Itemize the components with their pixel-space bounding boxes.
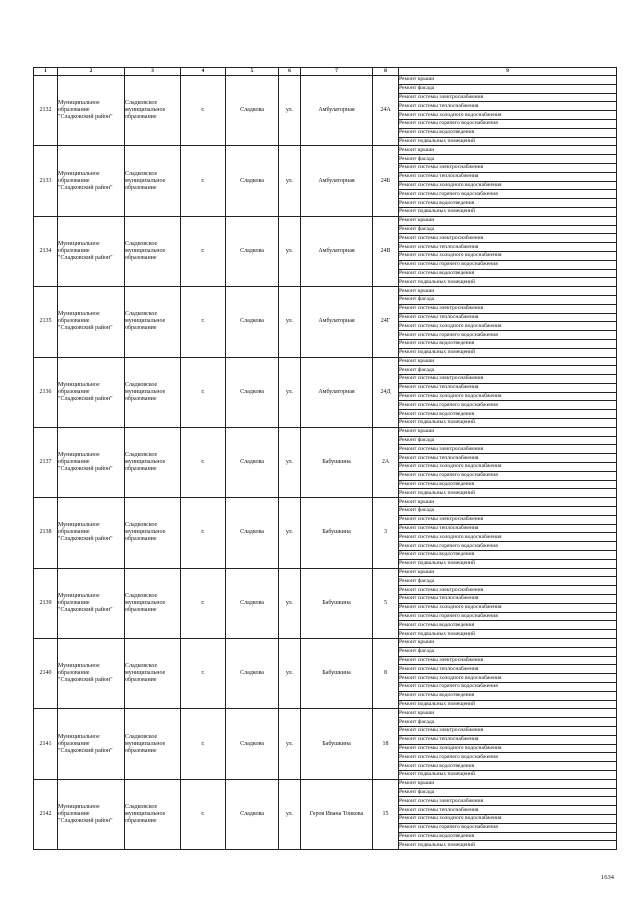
work-type: Ремонт крыши	[399, 427, 617, 436]
work-type: Ремонт системы холодного водоснабжения	[399, 744, 617, 753]
work-type: Ремонт системы горячего водоснабжения	[399, 542, 617, 551]
street-type: ул.	[279, 639, 301, 709]
table-row	[34, 427, 617, 436]
work-type: Ремонт подвальных помещений	[399, 630, 617, 639]
work-type: Ремонт системы горячего водоснабжения	[399, 331, 617, 340]
work-type: Ремонт системы горячего водоснабжения	[399, 401, 617, 410]
street-type: ул.	[279, 146, 301, 216]
municipality-name: Муниципальное образование "Сладковский район"	[58, 498, 125, 568]
settlement-name: Сладковское муниципальное образование	[125, 287, 181, 357]
column-number-row	[34, 68, 617, 76]
table-row	[34, 146, 617, 155]
work-type: Ремонт системы теплоснабжения	[399, 524, 617, 533]
work-type: Ремонт фасада	[399, 647, 617, 656]
street-name: Амбулаторная	[301, 216, 373, 286]
record-number: 2137	[34, 427, 58, 497]
municipality-name: Муниципальное образование "Сладковский район"	[58, 357, 125, 427]
table-row	[34, 709, 617, 718]
work-type: Ремонт системы электроснабжения	[399, 586, 617, 595]
street-type: ул.	[279, 779, 301, 849]
locality-name: Сладкова	[226, 357, 279, 427]
table-row	[34, 287, 617, 296]
work-type: Ремонт системы электроснабжения	[399, 93, 617, 102]
house-number: 24Д	[373, 357, 399, 427]
work-type: Ремонт системы горячего водоснабжения	[399, 260, 617, 269]
locality-name: Сладкова	[226, 216, 279, 286]
work-type: Ремонт системы водоотведения	[399, 832, 617, 841]
work-type: Ремонт фасада	[399, 577, 617, 586]
work-type: Ремонт системы водоотведения	[399, 551, 617, 560]
street-name: Бабушкина	[301, 709, 373, 779]
work-type: Ремонт системы водоотведения	[399, 128, 617, 137]
page-number: 1634	[601, 874, 614, 881]
locality-type: г.	[181, 498, 226, 568]
work-type: Ремонт системы горячего водоснабжения	[399, 612, 617, 621]
work-type: Ремонт системы электроснабжения	[399, 726, 617, 735]
locality-name: Сладкова	[226, 427, 279, 497]
work-type: Ремонт подвальных помещений	[399, 841, 617, 850]
house-number: 8	[373, 639, 399, 709]
locality-name: Сладкова	[226, 146, 279, 216]
column-header: 2	[58, 68, 125, 76]
work-type: Ремонт подвальных помещений	[399, 700, 617, 709]
work-type: Ремонт системы холодного водоснабжения	[399, 111, 617, 120]
house-number: 2А	[373, 427, 399, 497]
settlement-name: Сладковское муниципальное образование	[125, 76, 181, 146]
municipality-name: Муниципальное образование "Сладковский район"	[58, 287, 125, 357]
municipality-name: Муниципальное образование "Сладковский район"	[58, 779, 125, 849]
work-type: Ремонт системы водоотведения	[399, 410, 617, 419]
locality-type: г.	[181, 779, 226, 849]
work-type: Ремонт фасада	[399, 788, 617, 797]
work-type: Ремонт системы холодного водоснабжения	[399, 251, 617, 260]
work-type: Ремонт крыши	[399, 287, 617, 296]
work-type: Ремонт системы электроснабжения	[399, 797, 617, 806]
locality-name: Сладкова	[226, 779, 279, 849]
street-name: Амбулаторная	[301, 287, 373, 357]
register-body	[34, 76, 617, 850]
work-type: Ремонт системы электроснабжения	[399, 445, 617, 454]
settlement-name: Сладковское муниципальное образование	[125, 779, 181, 849]
column-header: 1	[34, 68, 58, 76]
work-type: Ремонт системы водоотведения	[399, 269, 617, 278]
street-name: Бабушкина	[301, 639, 373, 709]
work-type: Ремонт подвальных помещений	[399, 559, 617, 568]
work-type: Ремонт системы теплоснабжения	[399, 665, 617, 674]
table-row	[34, 568, 617, 577]
work-type: Ремонт крыши	[399, 76, 617, 85]
street-type: ул.	[279, 568, 301, 638]
street-type: ул.	[279, 709, 301, 779]
work-type: Ремонт системы холодного водоснабжения	[399, 674, 617, 683]
work-type: Ремонт крыши	[399, 357, 617, 366]
work-type: Ремонт системы горячего водоснабжения	[399, 471, 617, 480]
work-type: Ремонт фасада	[399, 718, 617, 727]
table-row	[34, 357, 617, 366]
work-type: Ремонт фасада	[399, 84, 617, 93]
street-type: ул.	[279, 76, 301, 146]
column-header: 3	[125, 68, 181, 76]
settlement-name: Сладковское муниципальное образование	[125, 568, 181, 638]
settlement-name: Сладковское муниципальное образование	[125, 498, 181, 568]
work-type: Ремонт подвальных помещений	[399, 770, 617, 779]
locality-name: Сладкова	[226, 709, 279, 779]
work-type: Ремонт подвальных помещений	[399, 137, 617, 146]
work-type: Ремонт фасада	[399, 366, 617, 375]
work-type: Ремонт фасада	[399, 155, 617, 164]
work-type: Ремонт крыши	[399, 498, 617, 507]
record-number: 2141	[34, 709, 58, 779]
table-row	[34, 639, 617, 648]
locality-type: г.	[181, 287, 226, 357]
register-table	[33, 67, 617, 850]
work-type: Ремонт системы горячего водоснабжения	[399, 190, 617, 199]
column-header: 4	[181, 68, 226, 76]
locality-type: г.	[181, 639, 226, 709]
work-type: Ремонт системы электроснабжения	[399, 375, 617, 384]
house-number: 18	[373, 709, 399, 779]
house-number: 15	[373, 779, 399, 849]
work-type: Ремонт системы теплоснабжения	[399, 595, 617, 604]
street-type: ул.	[279, 357, 301, 427]
work-type: Ремонт системы горячего водоснабжения	[399, 682, 617, 691]
work-type: Ремонт подвальных помещений	[399, 278, 617, 287]
work-type: Ремонт системы водоотведения	[399, 480, 617, 489]
work-type: Ремонт системы горячего водоснабжения	[399, 753, 617, 762]
locality-type: г.	[181, 146, 226, 216]
locality-type: г.	[181, 568, 226, 638]
locality-type: г.	[181, 357, 226, 427]
work-type: Ремонт системы холодного водоснабжения	[399, 463, 617, 472]
locality-type: г.	[181, 709, 226, 779]
record-number: 2139	[34, 568, 58, 638]
locality-type: г.	[181, 216, 226, 286]
column-header: 9	[399, 68, 617, 76]
settlement-name: Сладковское муниципальное образование	[125, 709, 181, 779]
work-type: Ремонт системы водоотведения	[399, 621, 617, 630]
work-type: Ремонт системы холодного водоснабжения	[399, 603, 617, 612]
work-type: Ремонт крыши	[399, 639, 617, 648]
column-header: 7	[301, 68, 373, 76]
work-type: Ремонт подвальных помещений	[399, 489, 617, 498]
street-name: Бабушкина	[301, 498, 373, 568]
record-number: 2135	[34, 287, 58, 357]
house-number: 24А	[373, 76, 399, 146]
municipality-name: Муниципальное образование "Сладковский район"	[58, 568, 125, 638]
work-type: Ремонт фасада	[399, 225, 617, 234]
municipality-name: Муниципальное образование "Сладковский район"	[58, 216, 125, 286]
locality-name: Сладкова	[226, 568, 279, 638]
settlement-name: Сладковское муниципальное образование	[125, 427, 181, 497]
work-type: Ремонт системы теплоснабжения	[399, 806, 617, 815]
record-number: 2138	[34, 498, 58, 568]
settlement-name: Сладковское муниципальное образование	[125, 146, 181, 216]
locality-name: Сладкова	[226, 639, 279, 709]
street-name: Амбулаторная	[301, 76, 373, 146]
work-type: Ремонт системы электроснабжения	[399, 656, 617, 665]
work-type: Ремонт крыши	[399, 146, 617, 155]
work-type: Ремонт системы холодного водоснабжения	[399, 533, 617, 542]
work-type: Ремонт системы горячего водоснабжения	[399, 823, 617, 832]
work-type: Ремонт системы электроснабжения	[399, 304, 617, 313]
work-type: Ремонт крыши	[399, 216, 617, 225]
house-number: 24Г	[373, 287, 399, 357]
work-type: Ремонт крыши	[399, 709, 617, 718]
municipality-name: Муниципальное образование "Сладковский район"	[58, 709, 125, 779]
work-type: Ремонт крыши	[399, 568, 617, 577]
settlement-name: Сладковское муниципальное образование	[125, 216, 181, 286]
work-type: Ремонт подвальных помещений	[399, 419, 617, 428]
locality-name: Сладкова	[226, 76, 279, 146]
work-type: Ремонт подвальных помещений	[399, 348, 617, 357]
work-type: Ремонт системы теплоснабжения	[399, 102, 617, 111]
street-name: Амбулаторная	[301, 146, 373, 216]
work-type: Ремонт системы водоотведения	[399, 691, 617, 700]
locality-name: Сладкова	[226, 287, 279, 357]
record-number: 2140	[34, 639, 58, 709]
house-number: 3	[373, 498, 399, 568]
work-type: Ремонт системы водоотведения	[399, 339, 617, 348]
work-type: Ремонт фасада	[399, 295, 617, 304]
work-type: Ремонт системы холодного водоснабжения	[399, 322, 617, 331]
work-type: Ремонт фасада	[399, 507, 617, 516]
work-type: Ремонт системы холодного водоснабжения	[399, 814, 617, 823]
house-number: 24В	[373, 216, 399, 286]
work-type: Ремонт системы теплоснабжения	[399, 313, 617, 322]
municipality-name: Муниципальное образование "Сладковский район"	[58, 427, 125, 497]
work-type: Ремонт подвальных помещений	[399, 207, 617, 216]
record-number: 2132	[34, 76, 58, 146]
house-number: 24Б	[373, 146, 399, 216]
street-type: ул.	[279, 287, 301, 357]
work-type: Ремонт системы холодного водоснабжения	[399, 181, 617, 190]
column-header: 8	[373, 68, 399, 76]
work-type: Ремонт системы электроснабжения	[399, 163, 617, 172]
work-type: Ремонт системы теплоснабжения	[399, 454, 617, 463]
work-type: Ремонт системы электроснабжения	[399, 515, 617, 524]
municipality-name: Муниципальное образование "Сладковский район"	[58, 639, 125, 709]
street-type: ул.	[279, 498, 301, 568]
table-row	[34, 216, 617, 225]
work-type: Ремонт фасада	[399, 436, 617, 445]
house-number: 5	[373, 568, 399, 638]
locality-name: Сладкова	[226, 498, 279, 568]
work-type: Ремонт системы горячего водоснабжения	[399, 119, 617, 128]
work-type: Ремонт системы теплоснабжения	[399, 735, 617, 744]
work-type: Ремонт системы водоотведения	[399, 762, 617, 771]
municipality-name: Муниципальное образование "Сладковский район"	[58, 146, 125, 216]
table-row	[34, 498, 617, 507]
column-header: 5	[226, 68, 279, 76]
street-type: ул.	[279, 427, 301, 497]
record-number: 2133	[34, 146, 58, 216]
work-type: Ремонт системы теплоснабжения	[399, 172, 617, 181]
street-name: Героя Ивана Тонкова	[301, 779, 373, 849]
settlement-name: Сладковское муниципальное образование	[125, 639, 181, 709]
street-name: Бабушкина	[301, 568, 373, 638]
work-type: Ремонт системы электроснабжения	[399, 234, 617, 243]
work-type: Ремонт системы холодного водоснабжения	[399, 392, 617, 401]
work-type: Ремонт системы водоотведения	[399, 199, 617, 208]
work-type: Ремонт системы теплоснабжения	[399, 383, 617, 392]
record-number: 2136	[34, 357, 58, 427]
street-type: ул.	[279, 216, 301, 286]
table-row	[34, 779, 617, 788]
column-header: 6	[279, 68, 301, 76]
work-type: Ремонт системы теплоснабжения	[399, 243, 617, 252]
work-type: Ремонт крыши	[399, 779, 617, 788]
table-row	[34, 76, 617, 85]
street-name: Амбулаторная	[301, 357, 373, 427]
record-number: 2134	[34, 216, 58, 286]
locality-type: г.	[181, 76, 226, 146]
locality-type: г.	[181, 427, 226, 497]
record-number: 2142	[34, 779, 58, 849]
municipality-name: Муниципальное образование "Сладковский район"	[58, 76, 125, 146]
settlement-name: Сладковское муниципальное образование	[125, 357, 181, 427]
street-name: Бабушкина	[301, 427, 373, 497]
